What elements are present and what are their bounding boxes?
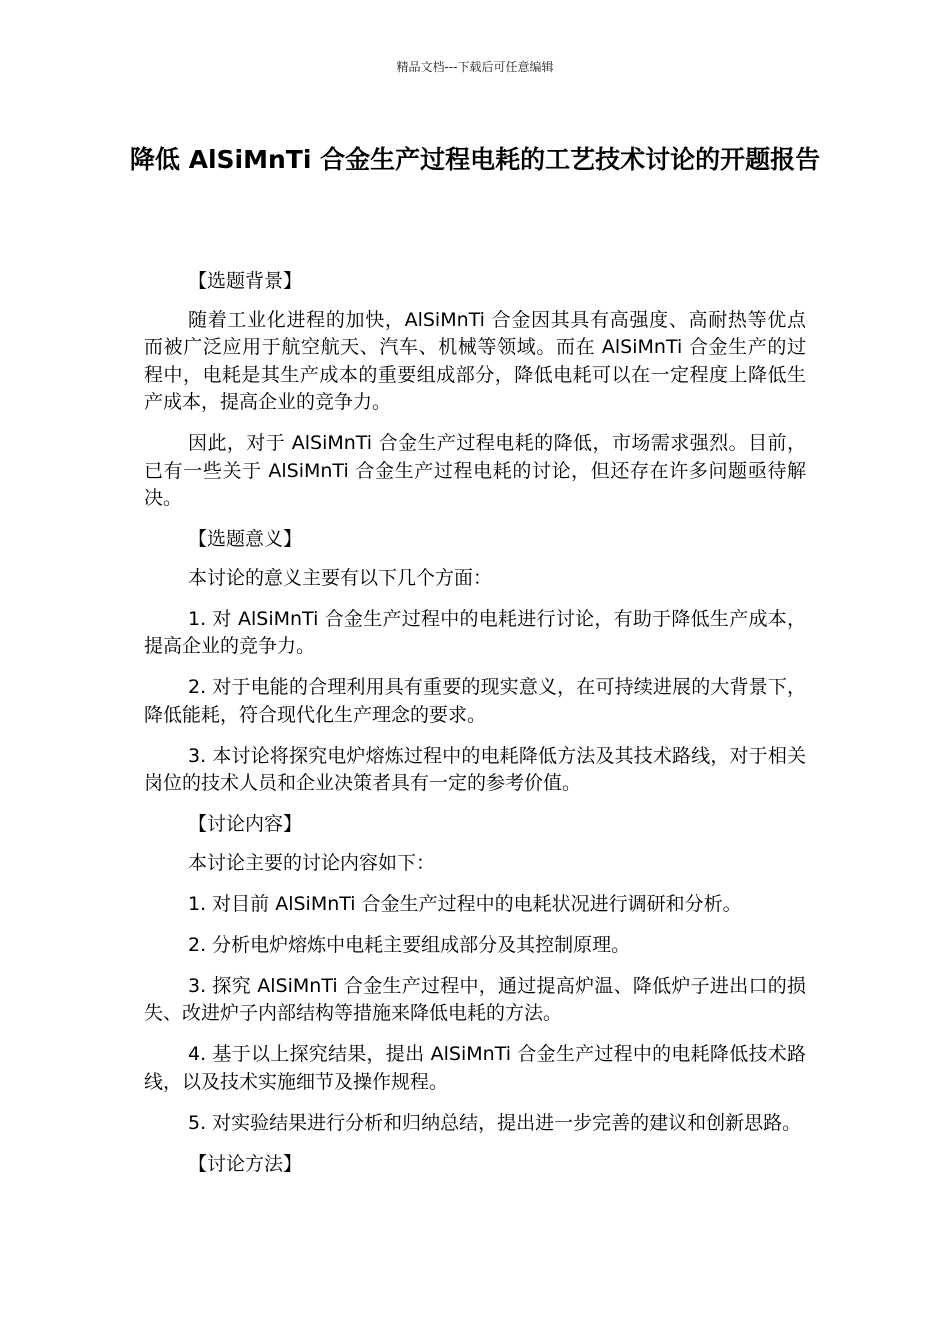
section-heading-method: 【讨论方法】 xyxy=(188,1152,303,1175)
list-item: 3. 本讨论将探究电炉熔炼过程中的电耗降低方法及其技术路线，对于相关岗位的技术人员和企业决策者具有一定的参考价值。 xyxy=(144,744,806,794)
document-title: 降低 AlSiMnTi 合金生产过程电耗的工艺技术讨论的开题报告 xyxy=(129,145,821,174)
list-item: 2. 分析电炉熔炼中电耗主要组成部分及其控制原理。 xyxy=(188,933,631,956)
section-heading-background: 【选题背景】 xyxy=(188,270,303,292)
document-body xyxy=(144,268,806,1189)
paragraph: 随着工业化进程的加快，AlSiMnTi 合金因其具有高强度、高耐热等优点而被广泛应用于航空航天、汽车、机械等领域。而在 AlSiMnTi 合金生产的过程中，电耗是其生产成本的重要组成部分，降低电耗可以在一定程度上降低生产成本，提高企业的竞争力。 xyxy=(144,308,806,413)
list-item: 3. 探究 AlSiMnTi 合金生产过程中，通过提高炉温、降低炉子进出口的损失、改进炉子内部结构等措施来降低电耗的方法。 xyxy=(144,974,806,1024)
paragraph: 因此，对于 AlSiMnTi 合金生产过程电耗的降低，市场需求强烈。目前，已有一些关于 AlSiMnTi 合金生产过程电耗的讨论，但还存在许多问题亟待解决。 xyxy=(144,432,806,509)
list-item: 5. 对实验结果进行分析和归纳总结，提出进一步完善的建议和创新思路。 xyxy=(188,1111,802,1134)
section-heading-significance: 【选题意义】 xyxy=(188,528,303,550)
paragraph: 本讨论主要的讨论内容如下： xyxy=(188,851,436,874)
header-note: 精品文档---下载后可任意编辑 xyxy=(396,60,554,74)
list-item: 4. 基于以上探究结果，提出 AlSiMnTi 合金生产过程中的电耗降低技术路线，以及技术实施细节及操作规程。 xyxy=(144,1043,806,1093)
list-item: 1. 对 AlSiMnTi 合金生产过程中的电耗进行讨论，有助于降低生产成本，提高企业的竞争力。 xyxy=(144,607,806,657)
list-item: 2. 对于电能的合理利用具有重要的现实意义，在可持续进展的大背景下，降低能耗，符合现代化生产理念的要求。 xyxy=(144,676,806,726)
paragraph: 本讨论的意义主要有以下几个方面： xyxy=(188,566,493,589)
section-heading-content: 【讨论内容】 xyxy=(188,813,303,835)
list-item: 1. 对目前 AlSiMnTi 合金生产过程中的电耗状况进行调研和分析。 xyxy=(188,892,742,915)
